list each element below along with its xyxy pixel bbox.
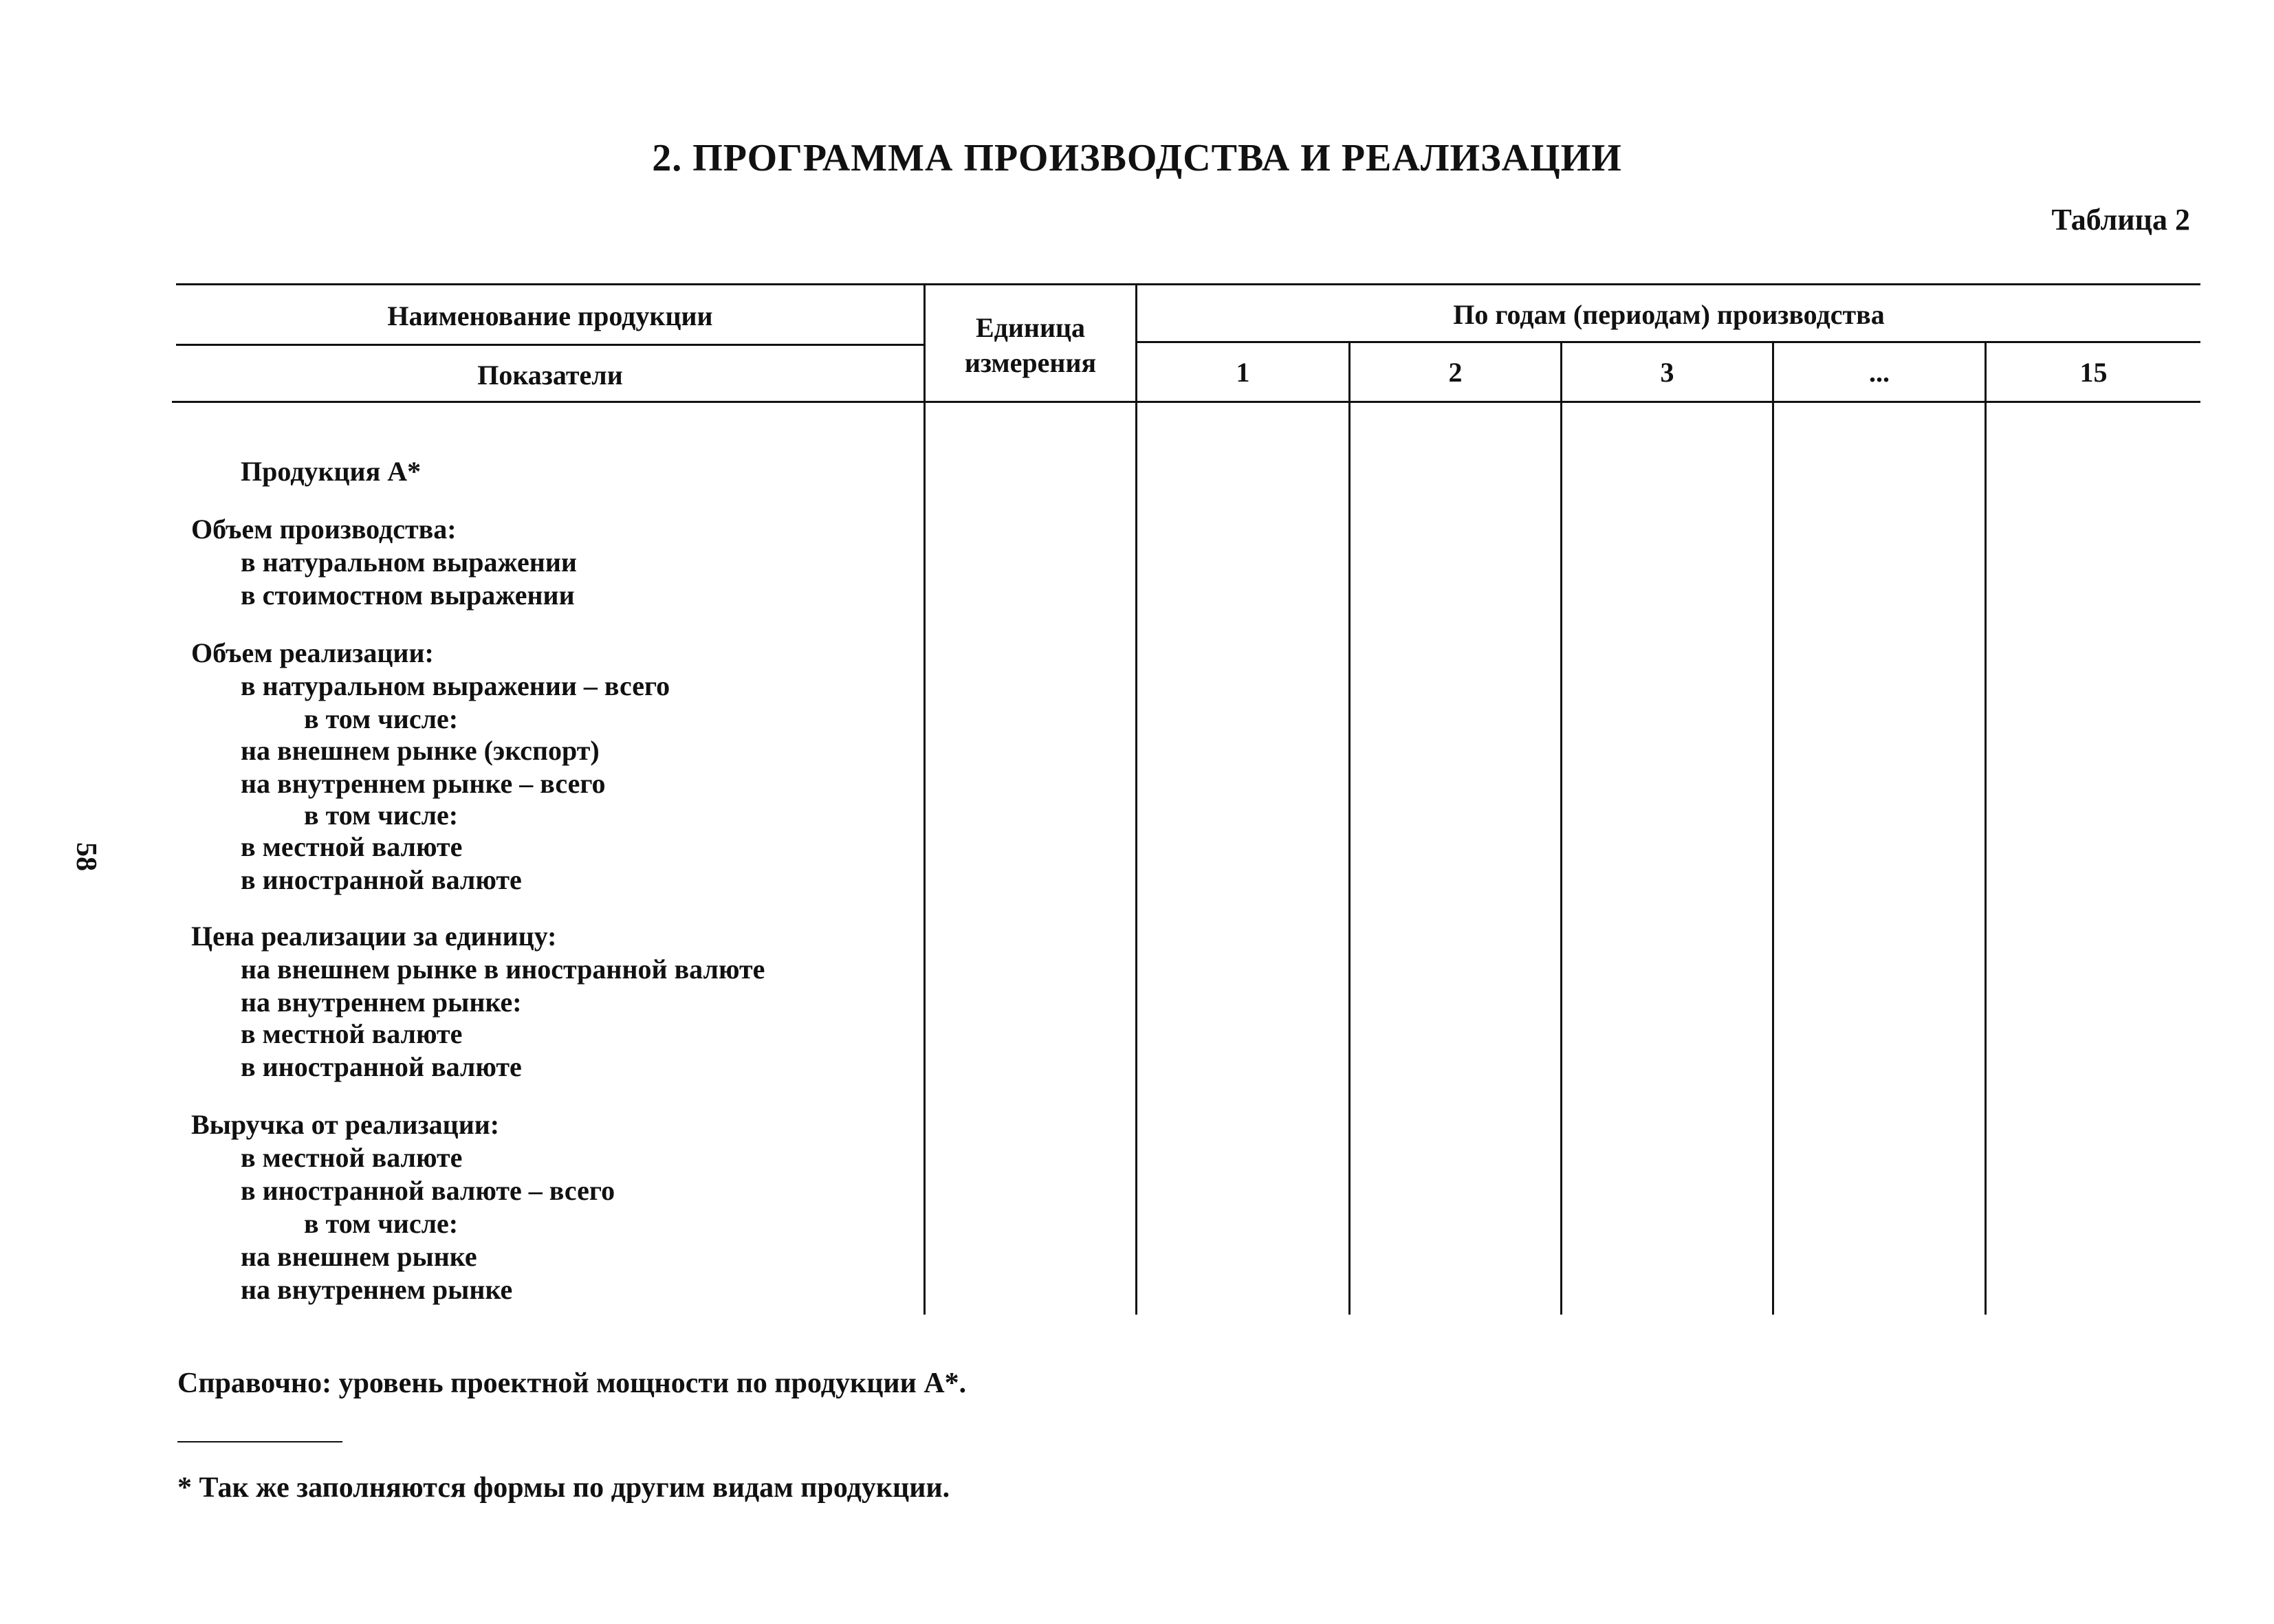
row-label: в иностранной валюте – всего (241, 1175, 615, 1206)
column-divider (1985, 342, 1987, 1315)
header-indicators: Показатели (477, 360, 623, 391)
row-label: в натуральном выражении (241, 547, 577, 578)
row-label: Цена реализации за единицу: (191, 921, 557, 952)
row-label: Выручка от реализации: (191, 1109, 500, 1140)
row-label: на внутреннем рынке – всего (241, 768, 606, 799)
header-product-name: Наименование продукции (387, 300, 713, 331)
row-label: в стоимостном выражении (241, 580, 575, 611)
row-label: на внутреннем рынке: (241, 987, 522, 1018)
row-label: в натуральном выражении – всего (241, 670, 670, 701)
column-divider (1135, 283, 1137, 1315)
row-label: в иностранной валюте (241, 864, 522, 895)
row-label: в том числе: (304, 703, 459, 734)
header-divider-left (176, 344, 924, 346)
row-label: на внешнем рынке в иностранной валюте (241, 954, 765, 985)
header-unit-line1: Единица (975, 312, 1086, 343)
column-divider (1772, 342, 1774, 1315)
row-label: Продукция А* (241, 456, 422, 487)
row-label: в том числе: (304, 1208, 459, 1239)
row-label: Объем производства: (191, 514, 457, 545)
header-period-col: 3 (1660, 357, 1674, 388)
header-periods: По годам (периодам) производства (1453, 299, 1885, 330)
column-divider (923, 283, 926, 1315)
row-label: в местной валюте (241, 1018, 463, 1049)
column-divider (1348, 342, 1351, 1315)
header-period-col: 15 (2079, 357, 2108, 388)
row-label: Объем реализации: (191, 637, 434, 668)
row-label: в иностранной валюте (241, 1051, 522, 1082)
row-label: в местной валюте (241, 1142, 463, 1173)
column-divider (1560, 342, 1562, 1315)
header-divider-right (1136, 341, 2200, 343)
reference-note: Справочно: уровень проектной мощности по продукции А*. (177, 1368, 967, 1399)
header-unit-line2: измерения (964, 347, 1097, 378)
header-period-col: 2 (1448, 357, 1463, 388)
row-label: на внутреннем рынке (241, 1274, 513, 1305)
footnote-divider (177, 1441, 342, 1442)
row-label: в том числе: (304, 800, 459, 831)
table-top-rule (176, 283, 2200, 285)
header-period-col: ... (1869, 357, 1890, 388)
page-number: 58 (70, 842, 102, 871)
row-label: на внешнем рынке (экспорт) (241, 735, 600, 766)
table-label: Таблица 2 (2051, 203, 2190, 237)
row-label: на внешнем рынке (241, 1241, 477, 1272)
page-title: 2. ПРОГРАММА ПРОИЗВОДСТВА И РЕАЛИЗАЦИИ (652, 137, 1622, 179)
footnote: * Так же заполняются формы по другим видам продукции. (177, 1472, 950, 1504)
header-period-col: 1 (1236, 357, 1250, 388)
row-label: в местной валюте (241, 831, 463, 862)
header-bottom-rule (172, 401, 2200, 403)
